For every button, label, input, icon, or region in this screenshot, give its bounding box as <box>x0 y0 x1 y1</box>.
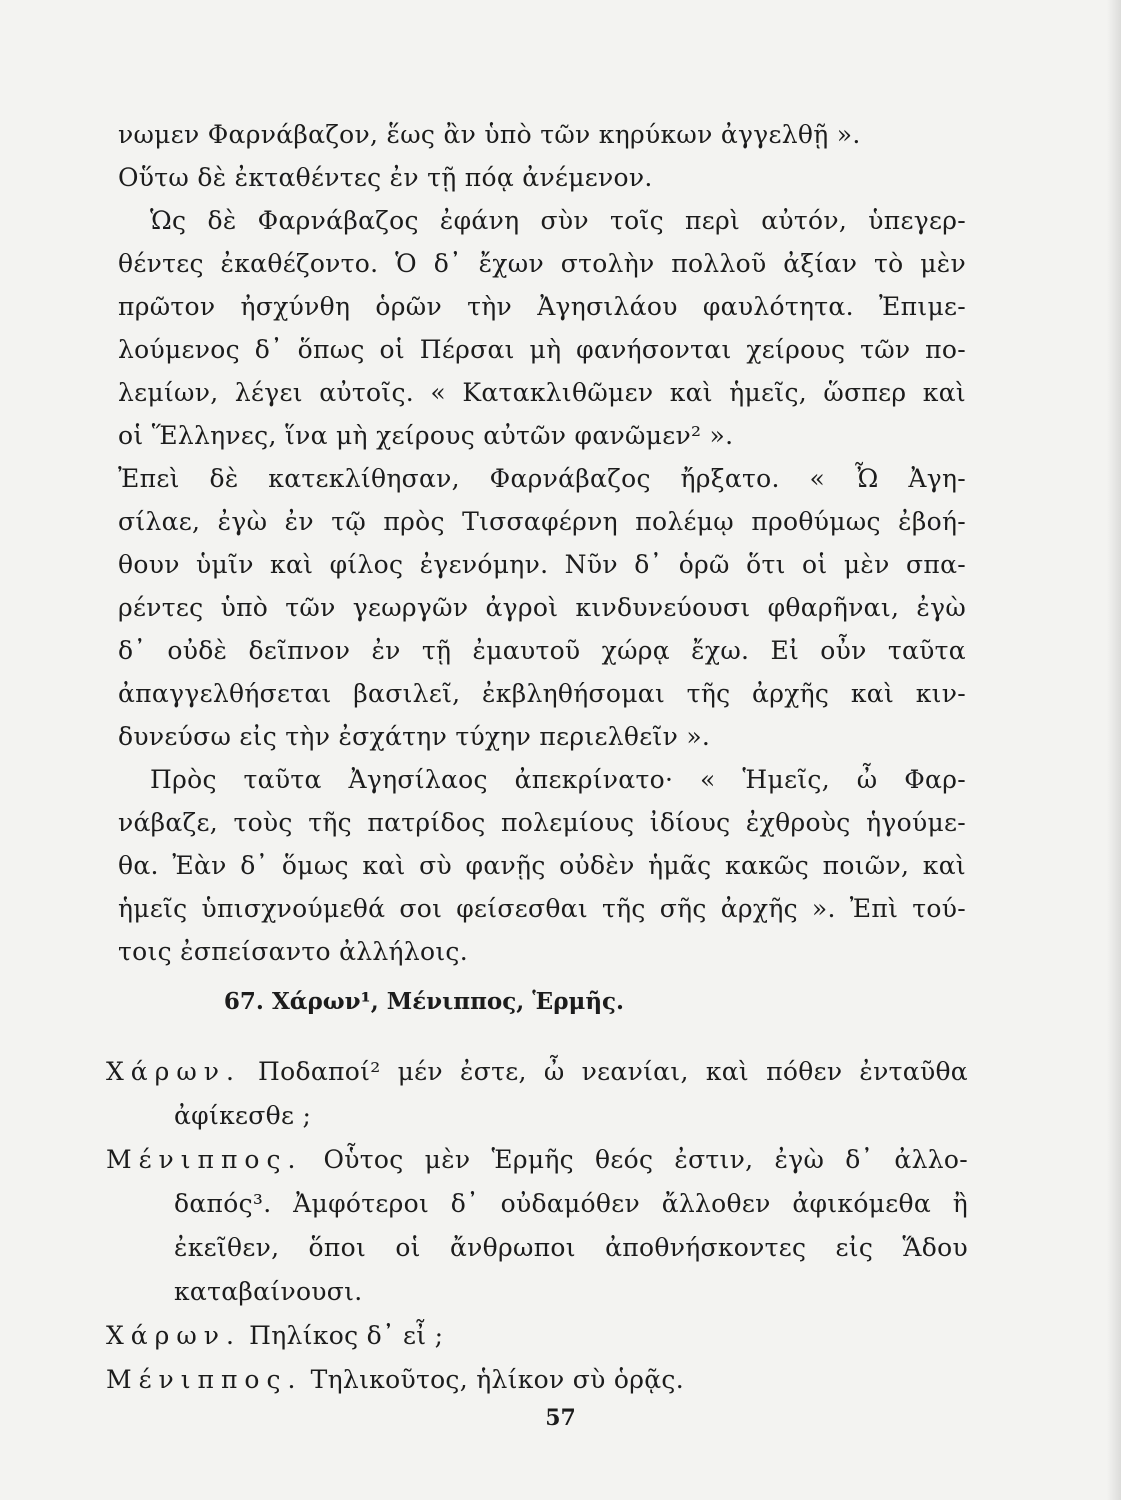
speaker-name: Μένιππος. <box>106 1145 303 1174</box>
text-line: Ὡς δὲ Φαρνάβαζος ἐφάνη σὺν τοῖς περὶ αὐτόν, ὑπεγερ- <box>150 206 966 235</box>
dialogue-line <box>106 1314 968 1358</box>
text-line: σίλαε, ἐγὼ ἐν τῷ πρὸς Τισσαφέρνη πολέμῳ προθύμως ἐβοή- <box>118 507 966 536</box>
dialogue-text: Τηλικοῦτος, ἡλίκον σὺ ὁρᾷς. <box>310 1365 684 1394</box>
dialogue-line <box>106 1138 968 1182</box>
text-line: ρέντες ὑπὸ τῶν γεωργῶν ἀγροὶ κινδυνεύουσι φθαρῆναι, ἐγὼ <box>118 593 966 622</box>
dialogue-text: ἐκεῖθεν, ὅποι οἱ ἄνθρωποι ἀποθνήσκοντες εἰς Ἅδου <box>174 1233 968 1262</box>
section-heading: 67. Χάρων¹, Μένιππος, Ἑρμῆς. <box>223 988 625 1015</box>
speaker-name: Χάρων. <box>106 1057 241 1086</box>
page-edge <box>1107 0 1121 1500</box>
text-line: Οὕτω δὲ ἐκταθέντες ἐν τῇ πόᾳ ἀνέμενον. <box>118 163 653 192</box>
dialogue-text: καταβαίνουσι. <box>174 1277 363 1306</box>
dialogue-line <box>106 1358 968 1402</box>
body-text <box>118 113 966 973</box>
text-line: λούμενος δ᾽ ὅπως οἱ Πέρσαι μὴ φανήσονται χείρους τῶν πο- <box>118 335 966 364</box>
text-line: ἀπαγγελθήσεται βασιλεῖ, ἐκβληθήσομαι τῆς ἀρχῆς καὶ κιν- <box>118 679 966 708</box>
dialogue-text: δαπός³. Ἀμφότεροι δ᾽ οὐδαμόθεν ἄλλοθεν ἀφικόμεθα ἢ <box>174 1189 968 1218</box>
text-line: Ἐπεὶ δὲ κατεκλίθησαν, Φαρνάβαζος ἤρξατο. « Ὦ Ἀγη- <box>118 464 966 493</box>
text-line: θουν ὑμῖν καὶ φίλος ἐγενόμην. Νῦν δ᾽ ὁρῶ ὅτι οἱ μὲν σπα- <box>118 550 966 579</box>
text-line: οἱ Ἕλληνες, ἵνα μὴ χείρους αὐτῶν φανῶμεν² ». <box>118 421 734 450</box>
text-line: θα. Ἐὰν δ᾽ ὅμως καὶ σὺ φανῇς οὐδὲν ἡμᾶς κακῶς ποιῶν, καὶ <box>118 851 966 880</box>
text-line: δ᾽ οὐδὲ δεῖπνον ἐν τῇ ἐμαυτοῦ χώρᾳ ἔχω. Εἰ οὖν ταῦτα <box>118 636 966 665</box>
text-line: νάβαζε, τοὺς τῆς πατρίδος πολεμίους ἰδίους ἐχθροὺς ἡγούμε- <box>118 808 966 837</box>
text-line: ἡμεῖς ὑπισχνούμεθά σοι φείσεσθαι τῆς σῆς ἀρχῆς ». Ἐπὶ τού- <box>118 894 966 923</box>
text-line: θέντες ἐκαθέζοντο. Ὁ δ᾽ ἔχων στολὴν πολλοῦ ἀξίαν τὸ μὲν <box>118 249 966 278</box>
text-line: τοις ἐσπείσαντο ἀλλήλοις. <box>118 937 468 966</box>
speaker-name: Χάρων. <box>106 1321 241 1350</box>
dialogue-text: ἀφίκεσθε ; <box>174 1101 312 1130</box>
dialogue <box>106 1050 968 1402</box>
dialogue-text: Ποδαποί² μέν ἐστε, ὦ νεανίαι, καὶ πόθεν ἐνταῦθα <box>258 1057 968 1086</box>
dialogue-text: Πηλίκος δ᾽ εἶ ; <box>249 1321 444 1350</box>
dialogue-line <box>106 1050 968 1094</box>
text-line: λεμίων, λέγει αὐτοῖς. « Κατακλιθῶμεν καὶ ἡμεῖς, ὥσπερ καὶ <box>118 378 966 407</box>
page-number: 57 <box>545 1405 576 1431</box>
text-line: νωμεν Φαρνάβαζον, ἕως ἂν ὑπὸ τῶν κηρύκων ἀγγελθῇ ». <box>118 120 861 149</box>
text-line: πρῶτον ἠσχύνθη ὁρῶν τὴν Ἀγησιλάου φαυλότητα. Ἐπιμε- <box>118 292 966 321</box>
speaker-name: Μένιππος. <box>106 1365 303 1394</box>
dialogue-text: Οὗτος μὲν Ἑρμῆς θεός ἐστιν, ἐγὼ δ᾽ ἀλλο- <box>323 1145 968 1174</box>
text-line: δυνεύσω εἰς τὴν ἐσχάτην τύχην περιελθεῖν ». <box>118 722 711 751</box>
text-line: Πρὸς ταῦτα Ἀγησίλαος ἀπεκρίνατο· « Ἡμεῖς, ὦ Φαρ- <box>150 765 966 794</box>
